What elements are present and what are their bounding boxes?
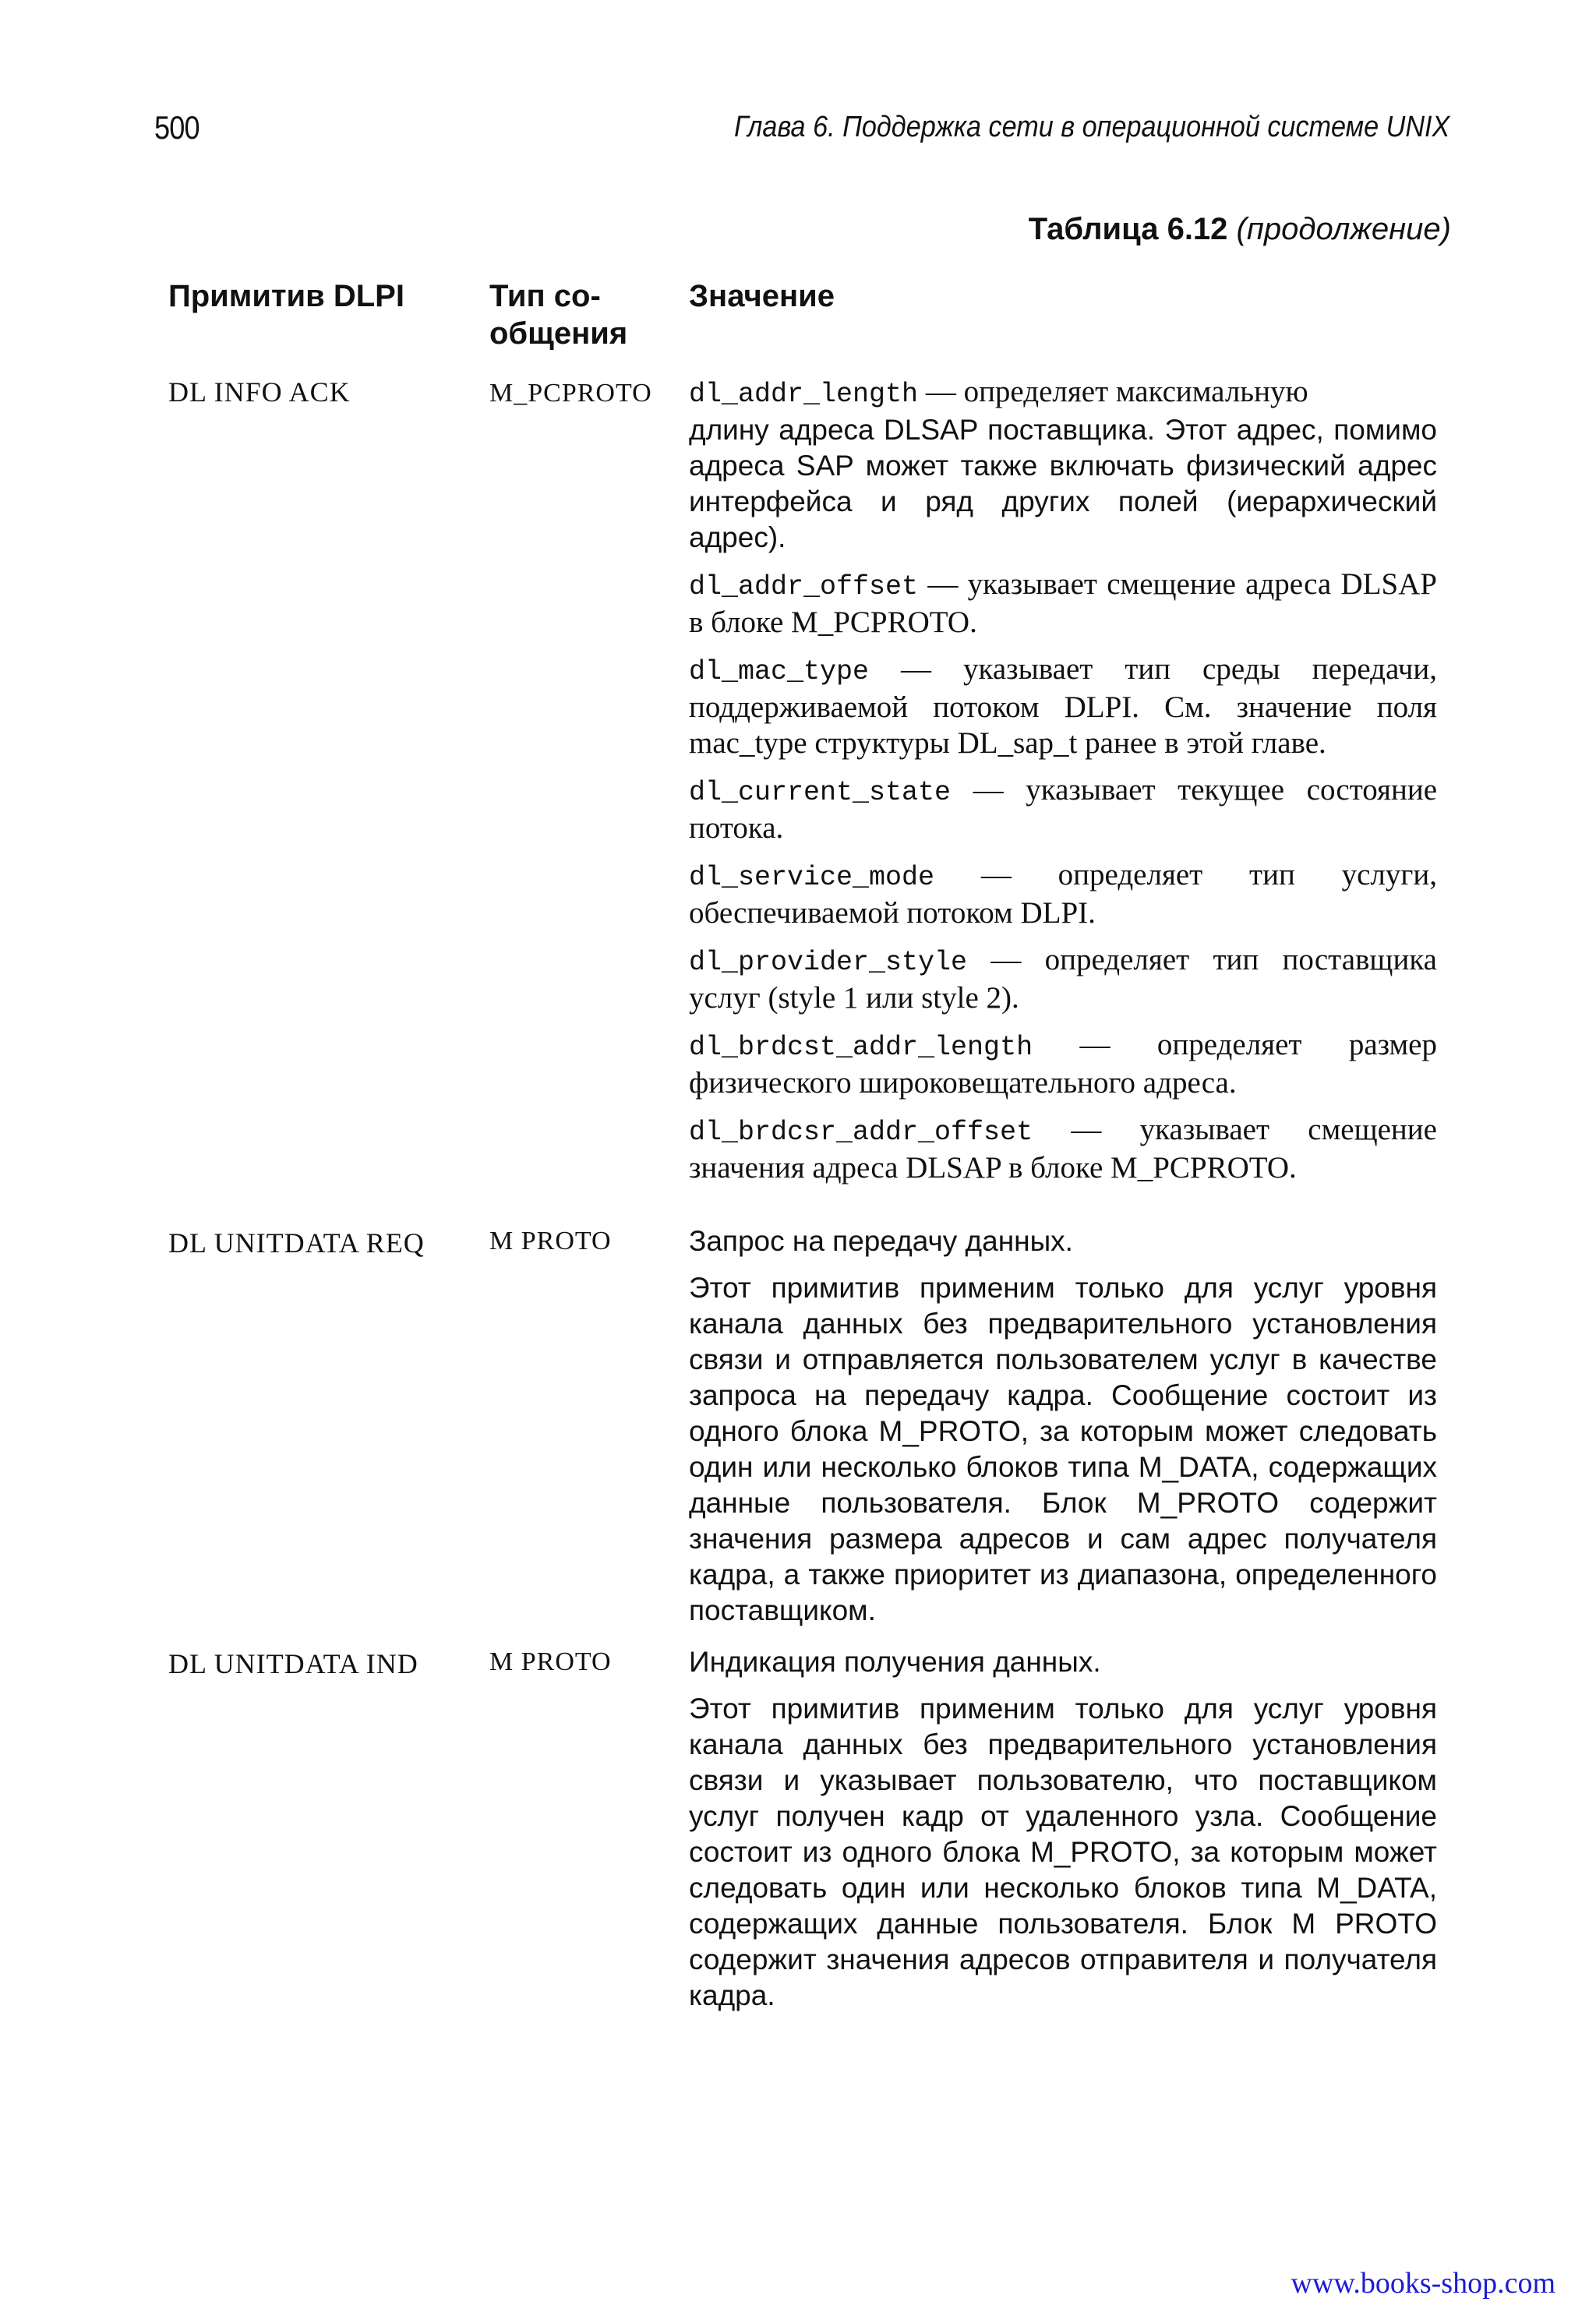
field-description (689, 651, 1437, 761)
field-text: — указывает тип среды передачи, поддерживаемой потоком DLPI. См. значение поля mac_type структуры DL_sap_t ранее в этой главе. (689, 652, 1437, 760)
field-text: — определяет тип поставщика услуг (style 1 или style 2). (689, 943, 1437, 1015)
field-description (689, 857, 1437, 931)
description-paragraph: Этот примитив применим только для услуг уровня канала данных без предварительного установления связи и отправляется пользователем услуг в качестве запроса на передачу кадра. Сообщение состоит из одного блока M_PROTO, за которым может следовать один или несколько блоков типа M_DATA, содержащих данные пользователя. Блок M_PROTO содержит значения размера адресов и сам адрес получателя кадра, а также приоритет из диапазона, определенного поставщиком. (689, 1272, 1437, 1626)
meaning-cell (689, 374, 1437, 1197)
field-description (689, 942, 1437, 1016)
meaning-cell (689, 1644, 1437, 2025)
field-name: dl_service_mode (689, 862, 935, 893)
field-name: dl_addr_length (689, 379, 919, 410)
field-continuation: длину адреса DLSAP поставщика. Этот адрес, помимо адреса SAP может также включать физический адрес интерфейса и ряд других полей (иерархический адрес). (689, 414, 1437, 553)
table-caption (1029, 212, 1451, 247)
field-text: — определяет тип услуги, обеспечиваемой потоком DLPI. (689, 858, 1437, 930)
column-header-message-type: Тип со- общения (489, 279, 628, 351)
field-description (689, 374, 1437, 556)
description-paragraph: Запрос на передачу данных. (689, 1225, 1073, 1257)
primitive-name: DL UNITDATA IND (168, 1648, 418, 1679)
running-header: Глава 6. Поддержка сети в операционной системе UNIX (733, 111, 1449, 143)
field-name: dl_current_state (689, 777, 952, 808)
message-type: M PROTO (489, 1227, 612, 1255)
primitive-name: DL UNITDATA REQ (168, 1227, 425, 1259)
page-number: 500 (154, 109, 200, 146)
field-name: dl_brdcst_addr_length (689, 1032, 1033, 1063)
column-header-primitive: Примитив DLPI (168, 279, 404, 313)
description-paragraph: Этот примитив применим только для услуг уровня канала данных без предварительного установления связи и указывает пользователю, что поставщиком услуг получен кадр от удаленного узла. Сообщение состоит из одного блока M_PROTO, за которым может следовать один или несколько блоков типа M_DATA, содержащих данные пользователя. Блок M PROTO содержит значения адресов отправителя и получателя кадра. (689, 1693, 1437, 2011)
field-text: — указывает смещение значения адреса DLSAP в блоке M_PCPROTO. (689, 1113, 1437, 1185)
field-description (689, 1027, 1437, 1101)
field-text: — указывает смещение адреса DLSAP в блоке M_PCPROTO. (689, 567, 1437, 639)
message-type: M_PCPROTO (489, 379, 652, 408)
field-description (689, 567, 1437, 641)
caption-label: Таблица 6.12 (1028, 212, 1228, 246)
meaning-cell (689, 1223, 1437, 1640)
field-description (689, 772, 1437, 846)
message-type: M PROTO (489, 1647, 612, 1676)
field-name: dl_mac_type (689, 656, 870, 687)
field-text: — указывает текущее состояние потока. (689, 773, 1437, 845)
field-text: — определяет размер физического широковещательного адреса. (689, 1028, 1437, 1100)
field-description (689, 1112, 1437, 1186)
field-name: dl_addr_offset (689, 571, 919, 602)
field-name: dl_provider_style (689, 947, 968, 978)
primitive-name: DL INFO ACK (168, 376, 351, 408)
field-text: — определяет максимальную (918, 375, 1308, 408)
field-name: dl_brdcsr_addr_offset (689, 1117, 1033, 1148)
column-header-meaning: Значение (689, 279, 835, 313)
footer-url[interactable]: www.books-shop.com (1291, 2267, 1555, 2300)
caption-continued: (продолжение) (1236, 212, 1451, 246)
description-paragraph: Индикация получения данных. (689, 1646, 1101, 1678)
